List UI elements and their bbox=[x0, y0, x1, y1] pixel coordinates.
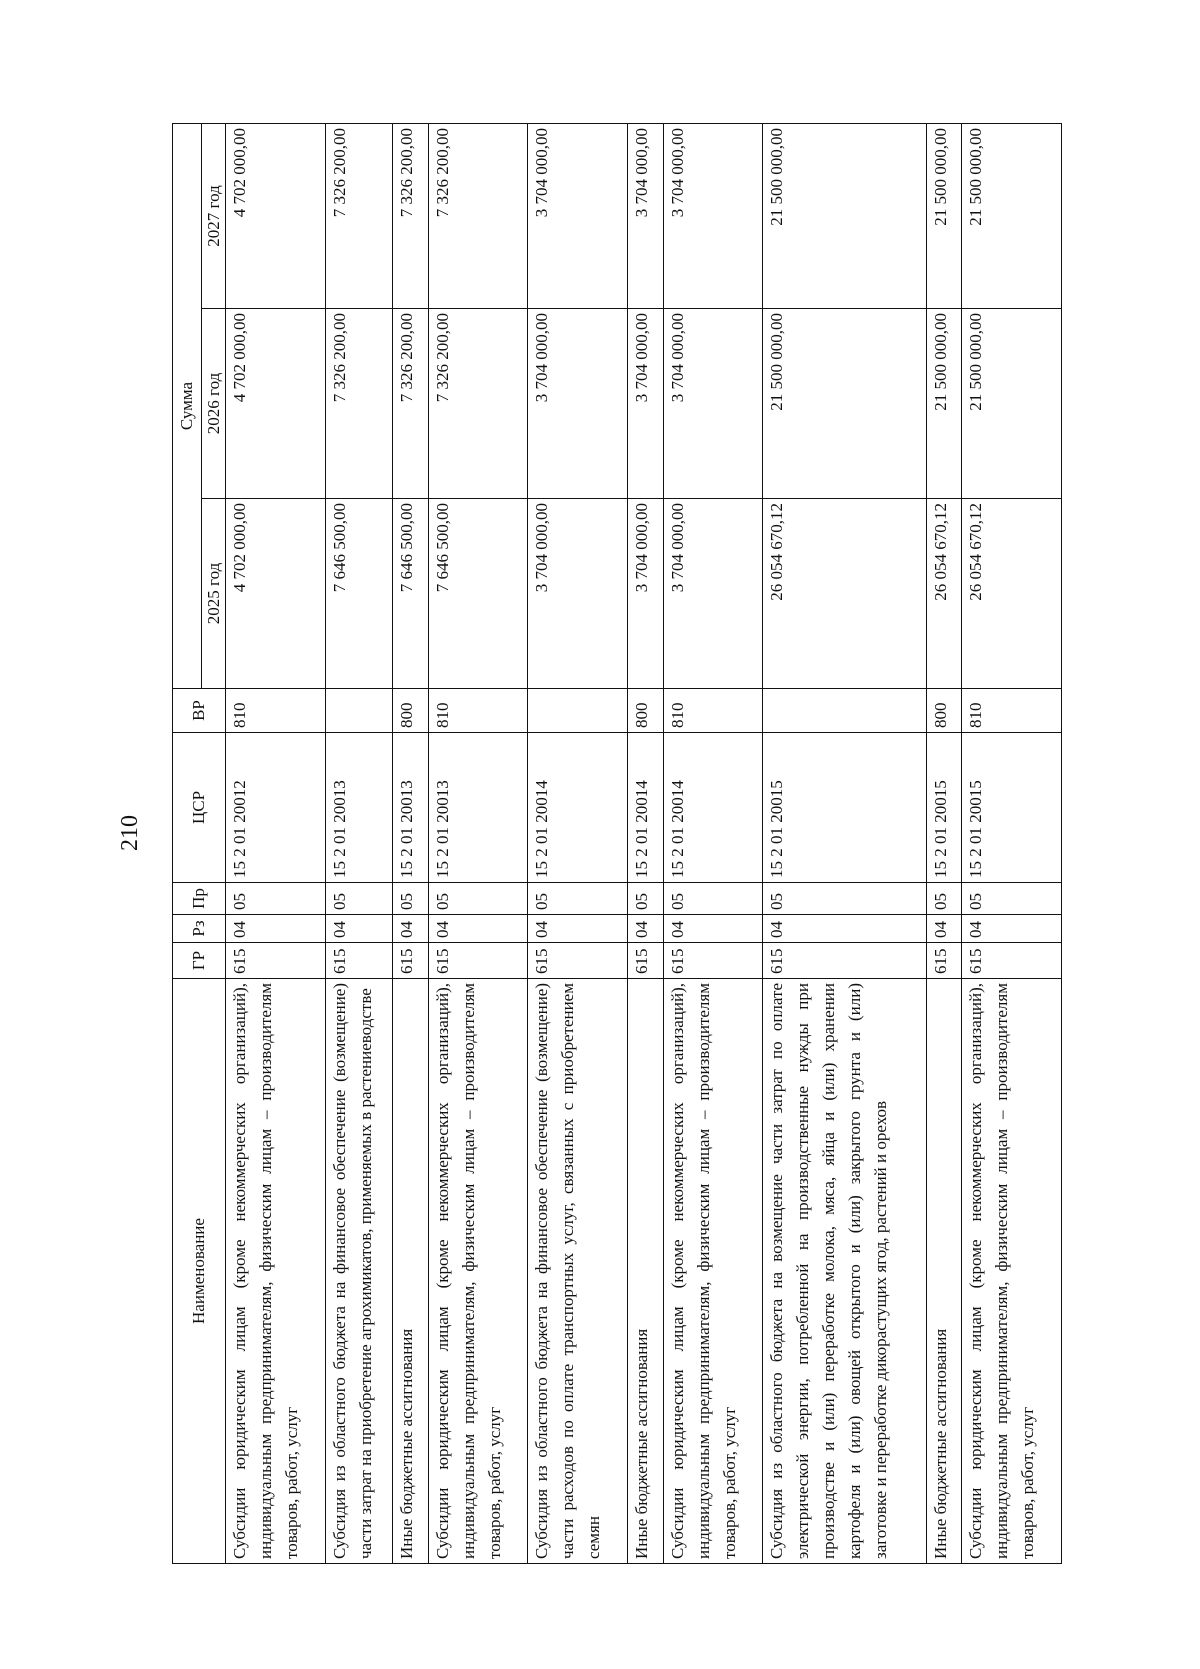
header-vr: ВР bbox=[173, 689, 226, 733]
row-pr: 05 bbox=[763, 883, 927, 915]
row-sum-2027: 3 704 000,00 bbox=[627, 124, 663, 309]
row-sum-2026: 7 326 200,00 bbox=[393, 309, 429, 499]
header-csr: ЦСР bbox=[173, 733, 226, 883]
row-name: Субсидии юридическим лицам (кроме некоммерческих организаций), индивидуальным предпринимателям, физическим лицам – производителям товаров, работ, услуг bbox=[962, 979, 1062, 1564]
row-sum-2027: 3 704 000,00 bbox=[528, 124, 628, 309]
row-sum-2025: 7 646 500,00 bbox=[393, 499, 429, 689]
header-rz: Рз bbox=[173, 915, 226, 943]
row-sum-2026: 21 500 000,00 bbox=[763, 309, 927, 499]
row-pr: 05 bbox=[627, 883, 663, 915]
row-vr: 810 bbox=[226, 689, 326, 733]
row-sum-2026: 4 702 000,00 bbox=[226, 309, 326, 499]
row-gr: 615 bbox=[226, 943, 326, 979]
row-rz: 04 bbox=[428, 915, 528, 943]
table-row bbox=[226, 124, 326, 1564]
row-sum-2025: 26 054 670,12 bbox=[763, 499, 927, 689]
row-csr: 15 2 01 20013 bbox=[428, 733, 528, 883]
row-rz: 04 bbox=[528, 915, 628, 943]
row-pr: 05 bbox=[226, 883, 326, 915]
row-sum-2027: 21 500 000,00 bbox=[926, 124, 962, 309]
table-row bbox=[627, 124, 663, 1564]
row-csr: 15 2 01 20014 bbox=[663, 733, 763, 883]
row-name: Субсидия из областного бюджета на возмещение части затрат по оплате электрической энергии, потребленной на производственные нужды при производстве и (или) переработке молока, мяса, яйца и (или) хранении картофеля и (или) овощей открытого и (или) закрытого грунта и (или) заготовке и переработке дикорастущих ягод, растений и орехов bbox=[763, 979, 927, 1564]
row-rz: 04 bbox=[926, 915, 962, 943]
row-vr: 810 bbox=[663, 689, 763, 733]
row-pr: 05 bbox=[428, 883, 528, 915]
row-vr bbox=[763, 689, 927, 733]
table-row bbox=[528, 124, 628, 1564]
row-gr: 615 bbox=[962, 943, 1062, 979]
row-sum-2027: 7 326 200,00 bbox=[428, 124, 528, 309]
row-pr: 05 bbox=[325, 883, 393, 915]
row-pr: 05 bbox=[393, 883, 429, 915]
table-row bbox=[763, 124, 927, 1564]
row-name: Субсидия из областного бюджета на финансовое обеспечение (возмещение) части расходов по оплате транспортных услуг, связанных с приобретением семян bbox=[528, 979, 628, 1564]
header-2026: 2026 год bbox=[202, 309, 226, 499]
row-sum-2025: 3 704 000,00 bbox=[528, 499, 628, 689]
page-number: 210 bbox=[117, 815, 143, 851]
row-sum-2026: 21 500 000,00 bbox=[926, 309, 962, 499]
row-sum-2025: 3 704 000,00 bbox=[627, 499, 663, 689]
row-pr: 05 bbox=[528, 883, 628, 915]
header-pr: Пр bbox=[173, 883, 226, 915]
row-sum-2025: 26 054 670,12 bbox=[962, 499, 1062, 689]
row-rz: 04 bbox=[627, 915, 663, 943]
row-rz: 04 bbox=[962, 915, 1062, 943]
row-vr bbox=[528, 689, 628, 733]
row-vr: 810 bbox=[428, 689, 528, 733]
row-sum-2025: 26 054 670,12 bbox=[926, 499, 962, 689]
row-csr: 15 2 01 20012 bbox=[226, 733, 326, 883]
row-sum-2026: 7 326 200,00 bbox=[325, 309, 393, 499]
row-vr bbox=[325, 689, 393, 733]
row-pr: 05 bbox=[663, 883, 763, 915]
row-csr: 15 2 01 20015 bbox=[763, 733, 927, 883]
row-sum-2027: 21 500 000,00 bbox=[763, 124, 927, 309]
row-gr: 615 bbox=[393, 943, 429, 979]
row-sum-2027: 4 702 000,00 bbox=[226, 124, 326, 309]
row-rz: 04 bbox=[393, 915, 429, 943]
row-pr: 05 bbox=[962, 883, 1062, 915]
table-row bbox=[325, 124, 393, 1564]
row-sum-2026: 7 326 200,00 bbox=[428, 309, 528, 499]
row-name: Субсидия из областного бюджета на финансовое обеспечение (возмещение) части затрат на приобретение агрохимикатов, применяемых в растениеводстве bbox=[325, 979, 393, 1564]
row-gr: 615 bbox=[528, 943, 628, 979]
row-name: Иные бюджетные ассигнования bbox=[627, 979, 663, 1564]
row-vr: 800 bbox=[393, 689, 429, 733]
row-sum-2027: 7 326 200,00 bbox=[393, 124, 429, 309]
row-pr: 05 bbox=[926, 883, 962, 915]
table-row bbox=[962, 124, 1062, 1564]
table-row bbox=[393, 124, 429, 1564]
row-vr: 800 bbox=[926, 689, 962, 733]
header-sum: Сумма bbox=[173, 124, 202, 689]
row-gr: 615 bbox=[763, 943, 927, 979]
row-csr: 15 2 01 20015 bbox=[926, 733, 962, 883]
budget-table bbox=[172, 123, 1062, 1564]
row-sum-2026: 21 500 000,00 bbox=[962, 309, 1062, 499]
header-name: Наименование bbox=[173, 979, 226, 1564]
header-2025: 2025 год bbox=[202, 499, 226, 689]
row-gr: 615 bbox=[428, 943, 528, 979]
row-name: Субсидии юридическим лицам (кроме некоммерческих организаций), индивидуальным предпринимателям, физическим лицам – производителям товаров, работ, услуг bbox=[663, 979, 763, 1564]
header-gr: ГР bbox=[173, 943, 226, 979]
row-csr: 15 2 01 20014 bbox=[627, 733, 663, 883]
table-row bbox=[926, 124, 962, 1564]
row-sum-2025: 7 646 500,00 bbox=[428, 499, 528, 689]
row-csr: 15 2 01 20013 bbox=[393, 733, 429, 883]
row-name: Субсидии юридическим лицам (кроме некоммерческих организаций), индивидуальным предпринимателям, физическим лицам – производителям товаров, работ, услуг bbox=[226, 979, 326, 1564]
row-sum-2025: 7 646 500,00 bbox=[325, 499, 393, 689]
row-rz: 04 bbox=[663, 915, 763, 943]
row-csr: 15 2 01 20013 bbox=[325, 733, 393, 883]
row-rz: 04 bbox=[325, 915, 393, 943]
row-sum-2026: 3 704 000,00 bbox=[528, 309, 628, 499]
row-vr: 800 bbox=[627, 689, 663, 733]
header-2027: 2027 год bbox=[202, 124, 226, 309]
row-csr: 15 2 01 20014 bbox=[528, 733, 628, 883]
table-row bbox=[663, 124, 763, 1564]
row-gr: 615 bbox=[325, 943, 393, 979]
row-vr: 810 bbox=[962, 689, 1062, 733]
table-row bbox=[428, 124, 528, 1564]
row-sum-2025: 4 702 000,00 bbox=[226, 499, 326, 689]
row-name: Иные бюджетные ассигнования bbox=[926, 979, 962, 1564]
row-sum-2026: 3 704 000,00 bbox=[627, 309, 663, 499]
row-gr: 615 bbox=[663, 943, 763, 979]
row-sum-2027: 3 704 000,00 bbox=[663, 124, 763, 309]
row-name: Иные бюджетные ассигнования bbox=[393, 979, 429, 1564]
row-gr: 615 bbox=[627, 943, 663, 979]
row-name: Субсидии юридическим лицам (кроме некоммерческих организаций), индивидуальным предпринимателям, физическим лицам – производителям товаров, работ, услуг bbox=[428, 979, 528, 1564]
row-sum-2025: 3 704 000,00 bbox=[663, 499, 763, 689]
row-sum-2027: 7 326 200,00 bbox=[325, 124, 393, 309]
row-sum-2027: 21 500 000,00 bbox=[962, 124, 1062, 309]
row-gr: 615 bbox=[926, 943, 962, 979]
row-rz: 04 bbox=[763, 915, 927, 943]
row-rz: 04 bbox=[226, 915, 326, 943]
rotated-table-container bbox=[172, 124, 1062, 1564]
row-sum-2026: 3 704 000,00 bbox=[663, 309, 763, 499]
row-csr: 15 2 01 20015 bbox=[962, 733, 1062, 883]
